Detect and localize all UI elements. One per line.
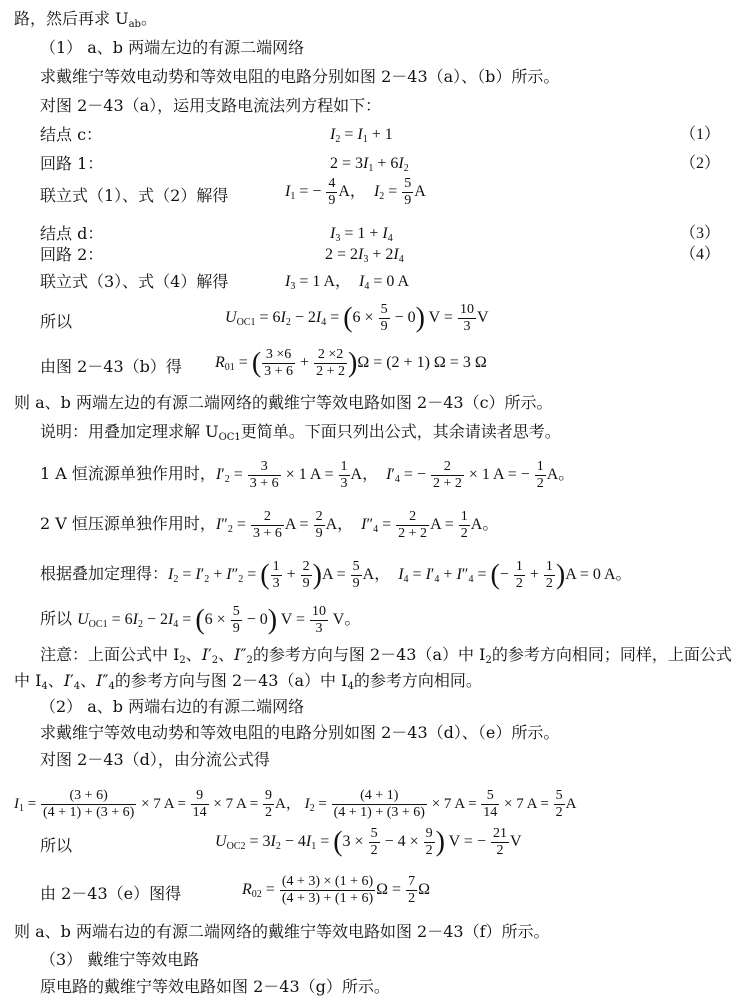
text-line: 路，然后再求 $U_{ab}$。	[14, 9, 157, 30]
text-line: 原电路的戴维宁等效电路如图 2－43（g）所示。	[40, 977, 390, 996]
equation: $U_{OC1} = 6I_2 - 2I_4 = (6$ × $\frac{5}{9}$ − 0) V = $\frac{10}{3}$ V	[225, 302, 489, 334]
text-line: 求戴维宁等效电动势和等效电阻的电路分别如图 2－43（a）、（b）所示。	[40, 67, 560, 86]
text-line: 根据叠加定理得：$I_2 = I'_2 + I''_2$ = ( $\frac{1}{3}$ + $\frac{2}{9}$ )A = $\frac{5}{9}$ A， $I_4 = I'_4 + I''_4$ = (− $\frac{1}{2}$ + $\frac{1}{2}$ )A = 0 A。	[40, 559, 632, 591]
text-line: 对图 2－43（a），运用支路电流法列方程如下：	[40, 96, 382, 115]
label: 由图 2－43（b）得	[40, 357, 182, 376]
equation: $U_{OC2} = 3I_2 - 4I_1 = (3$ × $\frac{5}{2}$ − 4 × $\frac{9}{2}$ ) V = − $\frac{21}{2}$ V	[215, 826, 522, 858]
equation: $I_1$ = − $\frac{4}{9}$ A， $I_2$ = $\frac{5}{9}$ A	[285, 176, 426, 208]
equation: $R_{02}$ = $\frac{(4 + 3) \times (1 + 6)}{(4 + 3) + (1 + 6)}$ Ω = $\frac{7}{2}$ Ω	[242, 874, 430, 906]
label: 所以	[40, 312, 73, 331]
equation-number: （2）	[679, 155, 720, 172]
text-line: 对图 2－43（d），由分流公式得	[40, 750, 270, 769]
text-line: 中 $I_4$、$I'_4$、$I''_4$的参考方向与图 2－43（a）中 $I_4$的参考方向相同。	[14, 671, 482, 692]
equation: $I_2 = I_1 + 1$	[330, 126, 393, 145]
equation-number: （4）	[679, 246, 720, 263]
equation-number: （3）	[679, 225, 720, 242]
equation: $2 = 3I_1 + 6I_2$	[330, 155, 409, 174]
section-heading: （3） 戴维宁等效电路	[40, 950, 200, 969]
label: 回路 2：	[40, 245, 104, 264]
text-line: 注意：上面公式中 $I_2$、$I'_2$、$I''_2$的参考方向与图 2－43（a）中 $I_2$的参考方向相同；同样，上面公式	[40, 645, 732, 666]
section-heading: （1） a、b 两端左边的有源二端网络	[40, 38, 305, 57]
text-line: 2 V 恒压源单独作用时，$I''_2$ = $\frac{2}{3 + 6}$ A = $\frac{2}{9}$ A， $I''_4$ = $\frac{2}{2 + 2}$ A = $\frac{1}{2}$ A。	[40, 509, 499, 541]
text-line: 所以 $U_{OC1} = 6I_2 - 2I_4 = (6$ × $\frac{5}{9}$ − 0) V = $\frac{10}{3}$ V。	[40, 604, 361, 636]
label: 联立式（1）、式（2）解得	[40, 186, 229, 205]
text-line: 说明：用叠加定理求解 $U_{OC1}$更简单。下面只列出公式，其余请读者思考。	[40, 422, 561, 443]
equation: $R_{01}$ = ( $\frac{3 \times 6}{3 + 6}$ + $\frac{2 \times 2}{2 + 2}$ )Ω = (2 + 1) Ω = 3 Ω	[215, 347, 487, 379]
equation: $I_1$ = $\frac{(3 + 6)}{(4 + 1) + (3 + 6)}$ × 7 A = $\frac{9}{14}$ × 7 A = $\frac{9}{2}$ A， $I_2$ = $\frac{(4 + 1)}{(4 + 1) + (3 + 6)}$ × 7 A = $\frac{5}{14}$ × 7 A = $\frac{5}{2}$ A	[14, 788, 577, 820]
label: 联立式（3）、式（4）解得	[40, 272, 229, 291]
label: 所以	[40, 836, 73, 855]
text-line: 则 a、b 两端左边的有源二端网络的戴维宁等效电路如图 2－43（c）所示。	[14, 393, 553, 412]
section-heading: （2） a、b 两端右边的有源二端网络	[40, 697, 305, 716]
text-line: 求戴维宁等效电动势和等效电阻的电路分别如图 2－43（d）、（e）所示。	[40, 723, 560, 742]
label: 结点 d：	[40, 224, 104, 243]
label: 由 2－43（e）图得	[40, 884, 182, 903]
equation: $2 = 2I_3 + 2I_4$	[325, 246, 404, 265]
text-line: 则 a、b 两端右边的有源二端网络的戴维宁等效电路如图 2－43（f）所示。	[14, 922, 550, 941]
equation: $I_3 = 1 + I_4$	[330, 225, 393, 244]
label: 回路 1：	[40, 154, 104, 173]
label: 结点 c：	[40, 125, 103, 144]
text-line: 1 A 恒流源单独作用时，$I'_2$ = $\frac{3}{3 + 6}$ × 1 A = $\frac{1}{3}$ A， $I'_4$ = − $\frac{2}{2 + 2}$ × 1 A = − $\frac{1}{2}$ A。	[40, 459, 575, 491]
equation-number: （1）	[679, 126, 720, 143]
equation: $I_3 = 1$ A， $I_4 = 0$ A	[285, 273, 410, 292]
